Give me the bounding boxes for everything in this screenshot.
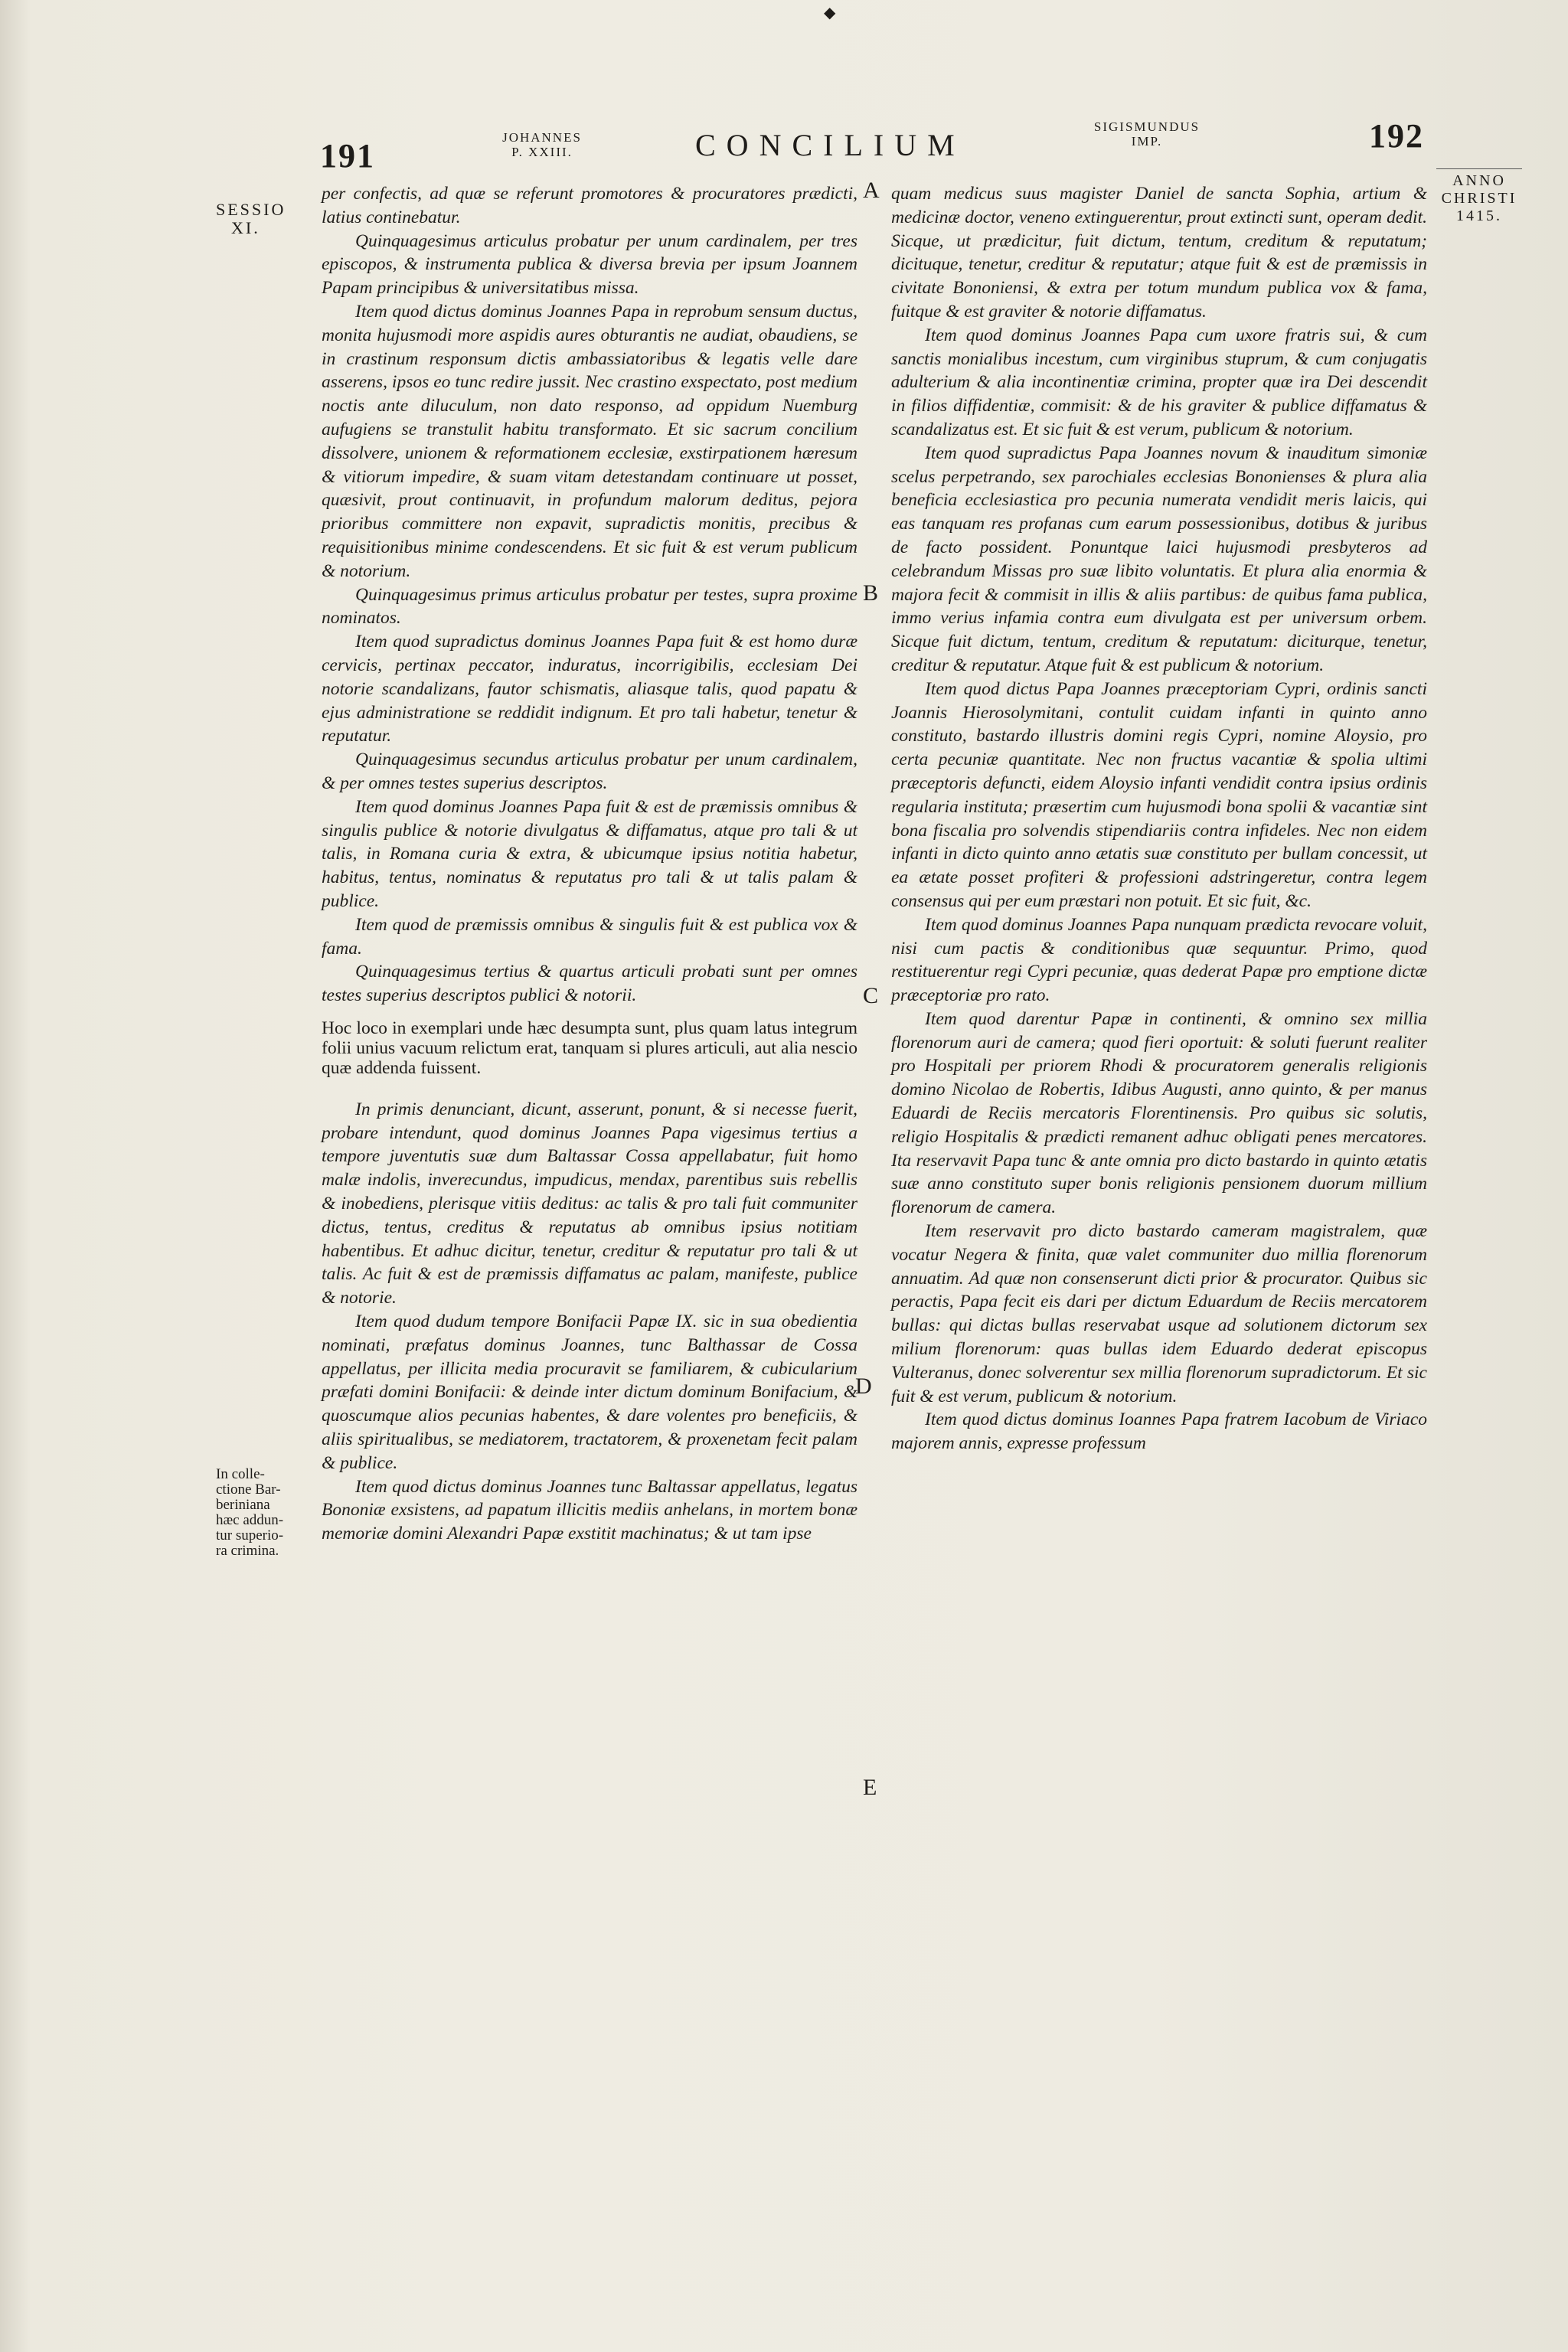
paragraph: Item quod dictus Papa Joannes præceptoriam Cypri, ordinis sancti Joannis Hierosolymitani, contulit cuidam infanti in quinto anno constituto, bastardo illustris domini regis Cypri, nomine Aloysio, pro certa pecuniæ quantitate. Nec non fructus vacantiæ & spolia ultimi præceptoris defuncti, eidem Aloysio infanti vendidit contra ipsius ordinis regularia instituta; præsertim cum hujusmodi bona spolii & vacantiæ sint bona fiscalia pro solvendis stipendiariis contra infideles. Nec non eidem infanti in dicto quinto anno ætatis suæ constituto per bullam concessit, ut ea ætate posset profiteri & professioni adstringeretur, contra legem consensus qui per eum præstari non potuit. Et sic fuit, &c.	[891, 678, 1427, 911]
margin-session: SESSIO XI.	[216, 200, 286, 237]
margin-note-barberiniana: In colle- ctione Bar- beriniana hæc addun- tur superio- ra crimina.	[216, 1466, 284, 1559]
paragraph: In primis denunciant, dicunt, asserunt, ponunt, & si necesse fuerit, probare intendunt, quod dominus Joannes Papa vigesimus tertius a tempore juventutis suæ dum Baltassar Cossa appellabatur, fuit homo malæ indolis, inverecundus, impudicus, mendax, parentibus suis rebellis & inobediens, plerisque vitiis deditus: ac talis & pro tali fuit communiter dictus, tentus, creditus & reputatus ab omnibus ipsius notitiam habentibus. Et adhuc dicitur, tenetur, creditur & reputatur pro tali & ut talis. Ac fuit & est de præmissis diffamatus ac palam, manifeste, publice & notorie.	[322, 1099, 858, 1308]
paragraph: Item quod dominus Joannes Papa fuit & est de præmissis omnibus & singulis publice & notorie divulgatus & diffamatus, atque pro tali & ut talis, in Romana curia & extra, & ubicumque ipsius notitia habetur, habitus, tentus, nominatus & reputatus pro tali & ut talis palam & publice.	[322, 796, 858, 911]
editor-note: Hoc loco in exemplari unde hæc desumpta sunt, plus quam latus integrum folii unius vacuum relictum erat, tanquam si plures articuli, aut alia nescio quæ addenda fuissent.	[322, 1018, 858, 1078]
paragraph: Item quod de præmissis omnibus & singulis fuit & est publica vox & fama.	[322, 914, 858, 959]
section-letter-e: E	[863, 1775, 877, 1800]
paragraph: Item quod darentur Papæ in continenti, & omnino sex millia florenorum auri de camera; quod fieri oportuit: & soluti fuerunt realiter pro Hospitali per priorem Rhodi & procuratorem generalis religionis domino Nicolao de Robertis, Idibus Augusti, anno quinto, & per manus Eduardi de Reciis mercatoris Florentinensis. Pro quibus sic solutis, religio Hospitalis & prædicti remanent adhuc obligati penes mercatores. Ita reservavit Papa tunc & ante omnia pro dicto bastardo in quinto ætatis suæ anno constituto super bonis religionis pensionem duorum millium florenorum de camera.	[891, 1008, 1427, 1218]
left-column	[322, 182, 858, 1546]
paragraph: Item quod dominus Joannes Papa nunquam prædicta revocare voluit, nisi cum pactis & conditionibus quæ sequuntur. Primo, quod restituerentur regi Cypri pecuniæ, quas dederat Papæ pro emptione dictæ præceptoriæ pro rato.	[891, 914, 1427, 1006]
paragraph: Quinquagesimus secundus articulus probatur per unum cardinalem, & per omnes testes superius descriptos.	[322, 750, 858, 793]
paragraph: quam medicus suus magister Daniel de sancta Sophia, artium & medicinæ doctor, veneno extinguerentur, prout extincti sunt, operam dedit. Sicque, ut prædicitur, fuit dictum, tentum, creditum & reputatum; dicituque, tenetur, creditur & reputatur; atque fuit & est de præmissis in civitate Bononiensi, & extra per totum mundum publica vox & fama, fuitque & est graviter & notorie diffamatus.	[891, 184, 1427, 322]
right-column	[891, 182, 1427, 1455]
margin-year: ANNO CHRISTI 1415.	[1436, 168, 1522, 225]
paragraph: Item quod dudum tempore Bonifacii Papæ IX. sic in sua obedientia nominati, præfatus dominus Joannes, tunc Balthassar de Cossa appellatus, per illicita media procuravit se familiarem, & cubicularium præfati domini Bonifacii: & deinde inter dictum dominum Bonifacium, & quoscumque alios pecunias habentes, & dare volentes pro beneficiis, & aliis spiritualibus, se mediatorem, tractatorem, & proxenetam fecit palam & publice.	[322, 1312, 858, 1473]
section-letter-a: A	[863, 178, 880, 203]
section-letter-b: B	[863, 580, 879, 606]
section-letter-d: D	[855, 1374, 872, 1399]
ink-spot: ◆	[824, 3, 836, 21]
paragraph: Quinquagesimus primus articulus probatur per testes, supra proxime nominatos.	[322, 584, 858, 629]
paragraph: Quinquagesimus tertius & quartus articuli probati sunt per omnes testes superius descriptos publici & notorii.	[322, 962, 858, 1006]
page-number-left: 191	[320, 137, 375, 175]
paragraph: Item quod dictus dominus Ioannes Papa fratrem Iacobum de Viriaco majorem annis, expresse professum	[891, 1410, 1427, 1454]
section-letter-c: C	[863, 983, 879, 1008]
paragraph: Item quod dictus dominus Joannes Papa in reprobum sensum ductus, monita hujusmodi more aspidis aures obturantis ne audiat, obaudiens, se in crastinum responsum dictis ambassiatoribus & legatis velle dare asserens, ipsos eo tunc redire jussit. Nec crastino exspectato, post medium noctis ante diluculum, non dato responso, ad oppidum Nuemburg aufugiens se transtulit habitu transformato. Et sic sacrum concilium dissolvere, unionem & reformationem ecclesiæ, exstirpationem hæresum & vitiorum impedire, & suam vitam detestandam continuare ut posset, quæsivit, prout continuavit, in profundum malorum deditus, pejora prioribus committere non expavit, supradictis monitis, precibus & requisitionibus minime condescendens. Et sic fuit & est verum publicum & notorium.	[322, 301, 858, 581]
paragraph: per confectis, ad quæ se referunt promotores & procuratores prædicti, latius continebatur.	[322, 184, 858, 227]
paragraph: Item quod supradictus Papa Joannes novum & inauditum simoniæ scelus perpetrando, sex parochiales ecclesias Bononienses & plura alia beneficia ecclesiastica pro pecunia numerata vendidit meris laicis, qui eas tanquam res profanas cum earum possessionibus, dotibus & juribus de facto possident. Ponuntque laici hujusmodi presbyteros ad celebrandum Missas pro suæ libito voluntatis. Et plura alia enormia & majora fecit & commisit in illis & aliis partibus: de quibus fama publica, immo verius infamia contra eum divulgata est per universum orbem. Sicque fuit dictum, tentum, creditum & reputatum: diciturque, tenetur, creditur & reputatur. Atque fuit & est publicum & notorium.	[891, 443, 1427, 675]
page-title: CONCILIUM	[695, 128, 965, 162]
page-number-right: 192	[1369, 117, 1424, 155]
paragraph: Item quod dominus Joannes Papa cum uxore fratris sui, & cum sanctis monialibus incestum, cum virginibus stuprum, & cum conjugatis adulterium & alia incontinentiæ crimina, propter quæ ira Dei descendit in filios diffidentiæ, commisit: & de his graviter & publice diffamatus & scandalizatus est. Et sic fuit & est verum, publicum & notorium.	[891, 325, 1427, 439]
paragraph: Quinquagesimus articulus probatur per unum cardinalem, per tres episcopos, & instrumenta publica & diversa brevia per ipsum Joannem Papam principibus & universitatibus missa.	[322, 230, 858, 299]
running-head-left: JOHANNES P. XXIII.	[502, 130, 582, 159]
paragraph: Item reservavit pro dicto bastardo cameram magistralem, quæ vocatur Negera & finita, quæ valet communiter duo millia florenorum annuatim. Ad quæ non consenserunt dicti prior & procurator. Quibus sic peractis, Papa fecit eis dari per dictum Eduardum de Reciis mercatorem bullas: qui dictas bullas reservabat usque ad solutionem dictorum sex milium florenorum: quas bullas idem Eduardo dederat episcopus Vulteranus, donec solverentur sex millia florenorum supradictorum. Et sic fuit & est verum, publicum & notorium.	[891, 1221, 1427, 1406]
paragraph: Item quod supradictus dominus Joannes Papa fuit & est homo duræ cervicis, pertinax peccator, induratus, incorrigibilis, ecclesiam Dei notorie scandalizans, fautor schismatis, aliasque talis, quod papatu & ejus administratione se reddidit indignum. Et pro tali habetur, tenetur & reputatur.	[322, 632, 858, 746]
running-head-right: SIGISMUNDUS IMP.	[1093, 119, 1200, 149]
paragraph: Item quod dictus dominus Joannes tunc Baltassar appellatus, legatus Bononiæ exsistens, ad papatum illicitis mediis anhelans, in mortem bonæ memoriæ domini Alexandri Papæ exstitit machinatus; & ut tam ipse	[322, 1476, 858, 1544]
